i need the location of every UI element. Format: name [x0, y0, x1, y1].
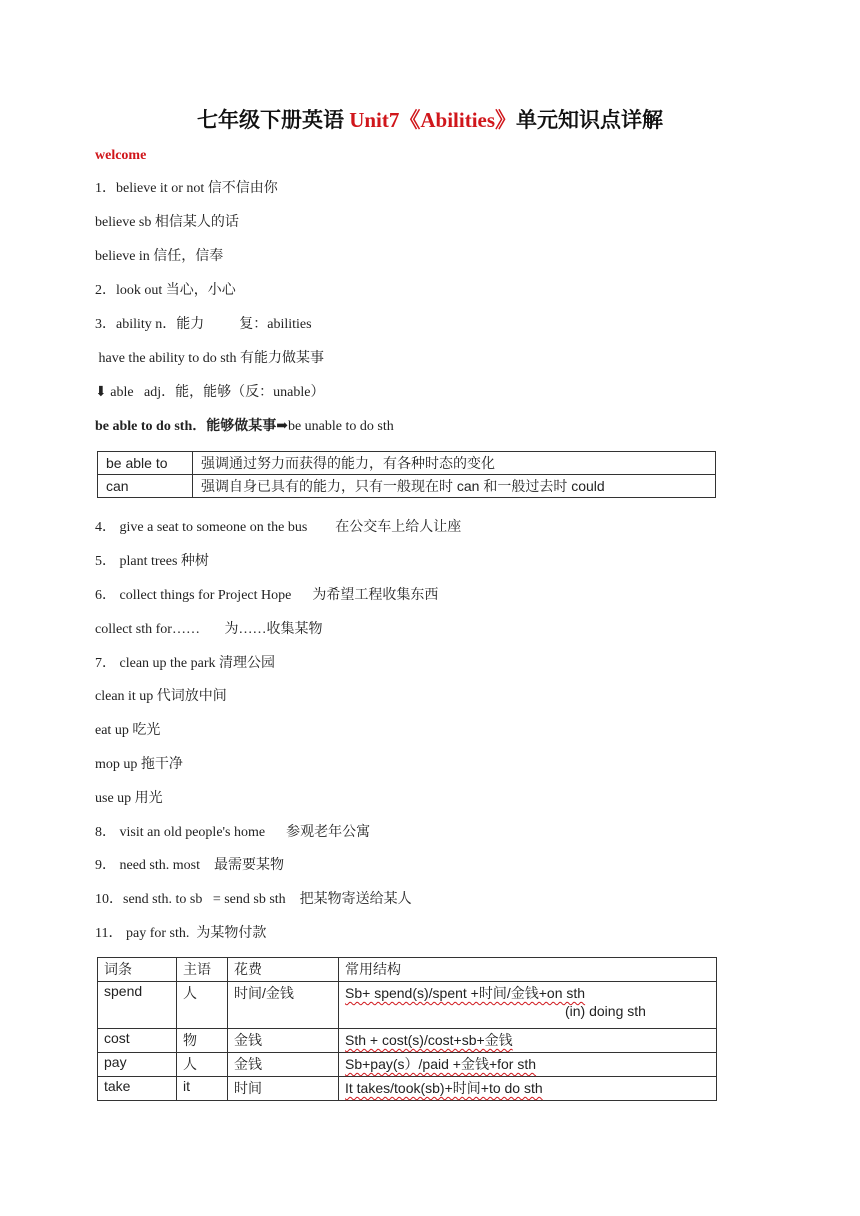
table-header-row [98, 958, 717, 982]
section-label: welcome [95, 148, 147, 163]
table-cell: can [98, 475, 193, 498]
list-item: believe sb 相信某人的话 [95, 215, 239, 230]
table-cell: 时间/金钱 [228, 982, 339, 1029]
table-row [98, 1053, 717, 1077]
list-item: use up 用光 [95, 791, 163, 806]
table-cell: 强调自身已具有的能力，只有一般现在时 can 和一般过去时 could [193, 475, 716, 498]
structure-text: Sth + cost(s)/cost+sb+金钱 [345, 1032, 513, 1048]
column-header: 词条 [98, 958, 177, 982]
list-item: have the ability to do sth 有能力做某事 [95, 351, 325, 366]
able-line-bold: be able to do sth．能够做某事➡ [95, 419, 288, 434]
table-cell: 人 [177, 1053, 228, 1077]
page-title [0, 104, 860, 134]
title-prefix: 七年级下册英语 [196, 108, 350, 132]
table-row [98, 475, 716, 498]
structure-text: It takes/took(sb)+时间+to do sth [345, 1080, 543, 1096]
list-item: 8． visit an old people's home 参观老年公寓 [95, 825, 371, 840]
list-item: ⬇ able adj．能，能够（反：unable） [95, 385, 325, 400]
table-cell: it [177, 1077, 228, 1101]
list-item: mop up 拖干净 [95, 757, 183, 772]
list-item: eat up 吃光 [95, 723, 161, 738]
list-item: collect sth for…… 为……收集某物 [95, 622, 323, 637]
able-line [95, 418, 394, 436]
list-item: 4． give a seat to someone on the bus 在公交车上给人让座 [95, 520, 462, 535]
list-item: 6． collect things for Project Hope 为希望工程收集东西 [95, 588, 439, 603]
list-item: clean it up 代词放中间 [95, 689, 227, 704]
column-header: 主语 [177, 958, 228, 982]
column-header: 花费 [228, 958, 339, 982]
list-item: 5． plant trees 种树 [95, 554, 209, 569]
table-cell [339, 1029, 717, 1053]
compare-table [97, 451, 716, 498]
list-item: 11． pay for sth. 为某物付款 [95, 926, 267, 941]
table-cell: pay [98, 1053, 177, 1077]
table-cell: spend [98, 982, 177, 1029]
table-cell [339, 1053, 717, 1077]
table-row [98, 452, 716, 475]
list-item: 7． clean up the park 清理公园 [95, 656, 276, 671]
table-row [98, 982, 717, 1029]
table-cell: take [98, 1077, 177, 1101]
table-cell: 金钱 [228, 1053, 339, 1077]
table-cell: 人 [177, 982, 228, 1029]
structure-text: Sb+pay(s）/paid +金钱+for sth [345, 1056, 537, 1072]
table-cell: 金钱 [228, 1029, 339, 1053]
list-item: 1．believe it or not 信不信由你 [95, 181, 278, 196]
column-header: 常用结构 [339, 958, 717, 982]
list-item: 2．look out 当心，小心 [95, 283, 236, 298]
list-item: 3．ability n．能力 复：abilities [95, 317, 312, 332]
table-cell: 强调通过努力而获得的能力，有各种时态的变化 [193, 452, 716, 475]
title-suffix: 单元知识点详解 [516, 108, 664, 132]
list-item: believe in 信任，信奉 [95, 249, 224, 264]
list-item: 9． need sth. most 最需要某物 [95, 858, 284, 873]
table-cell: be able to [98, 452, 193, 475]
table-row [98, 1077, 717, 1101]
table-cell [339, 1077, 717, 1101]
structure-text: Sb+ spend(s)/spent +时间/金钱+on sth [345, 985, 586, 1001]
spend-cost-pay-take-table [97, 957, 717, 1101]
table-row [98, 1029, 717, 1053]
list-item: 10．send sth. to sb = send sb sth 把某物寄送给某人 [95, 892, 412, 907]
able-line-rest: be unable to do sth [287, 419, 394, 434]
title-unit: Unit7《Abilities》 [349, 108, 517, 132]
table-cell: 物 [177, 1029, 228, 1053]
table-cell: 时间 [228, 1077, 339, 1101]
structure-text-continued: (in) doing sth [565, 1003, 646, 1019]
table-cell: cost [98, 1029, 177, 1053]
table-cell [339, 982, 717, 1029]
